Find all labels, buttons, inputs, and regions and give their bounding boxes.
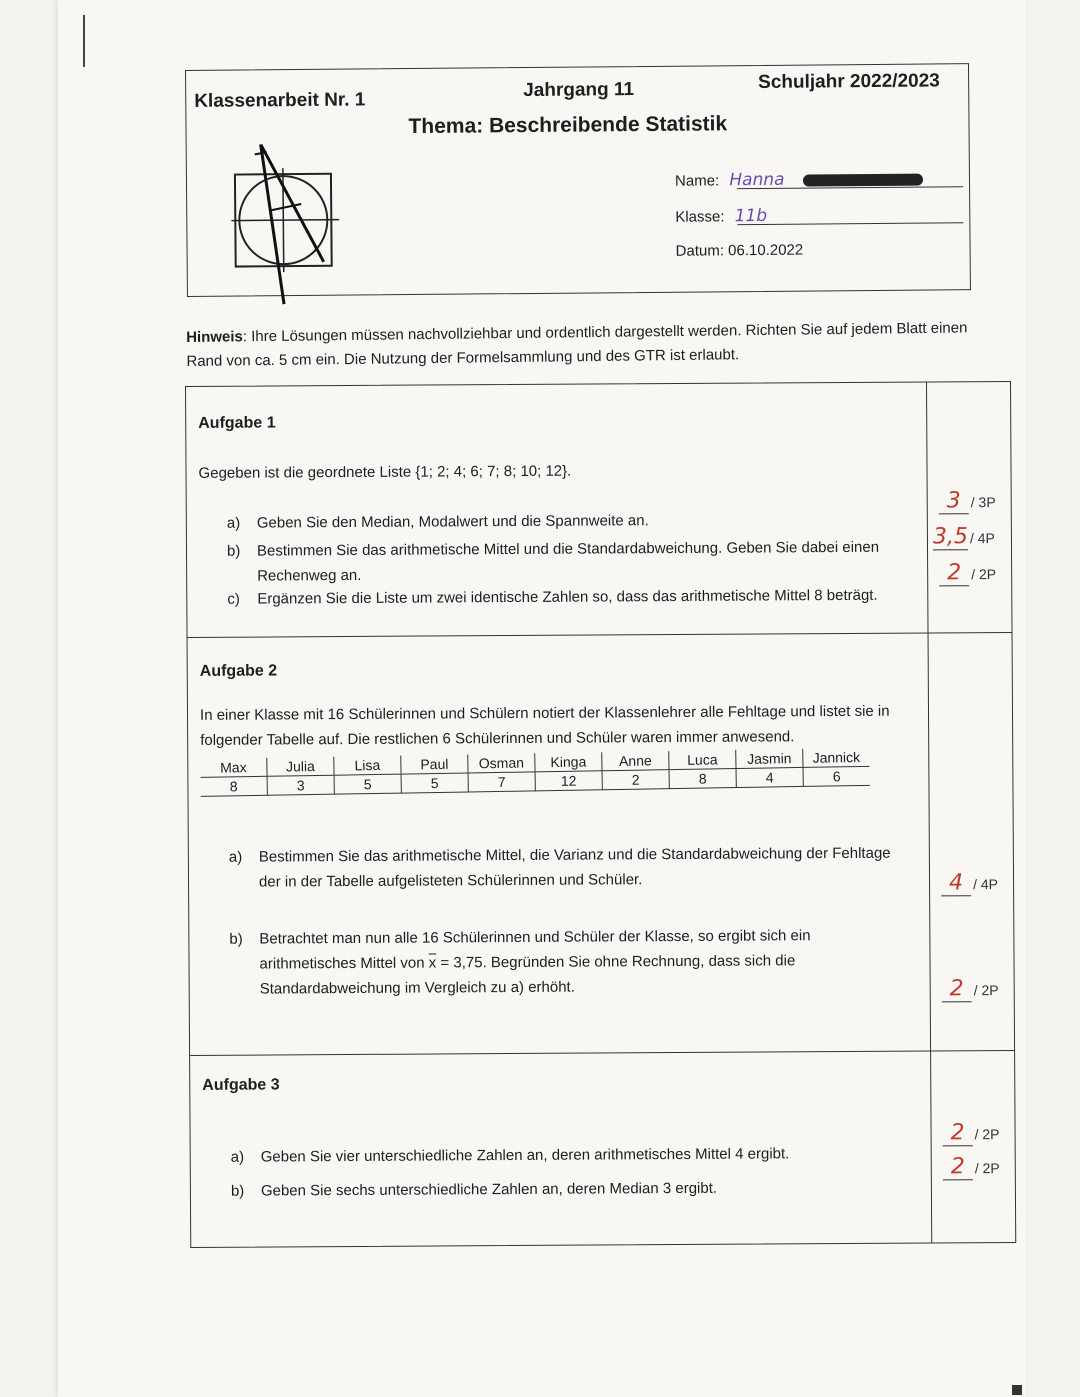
score-max: / 2P — [973, 982, 999, 999]
redaction-mark — [803, 174, 923, 187]
corner-mark — [1012, 1385, 1022, 1395]
item-text: Geben Sie den Median, Modalwert und die Spannweite an. — [256, 512, 649, 532]
table-cell: Paul — [401, 754, 468, 774]
task-divider-1 — [188, 632, 1012, 638]
name-label: Name: — [674, 172, 720, 190]
score-awarded: 3,5 — [932, 524, 969, 550]
hinweis-label: Hinweis — [186, 328, 243, 346]
table-cell: Jannick — [803, 748, 870, 768]
table-cell: 7 — [468, 772, 535, 792]
score-3a — [943, 1120, 1000, 1146]
name-value: Hanna — [729, 169, 785, 191]
class-line — [737, 222, 963, 225]
score-2b — [942, 976, 999, 1002]
fehltage-table — [200, 748, 870, 797]
score-3b — [943, 1154, 1000, 1180]
score-max: / 2P — [974, 1126, 1000, 1143]
compass-icon — [231, 144, 340, 307]
aufgabe1-item-c — [227, 583, 907, 612]
aufgabe1-intro: Gegeben ist die geordnete Liste {1; 2; 4; 6; 7; 8; 10; 12}. — [198, 462, 572, 482]
item-letter: a) — [226, 514, 241, 532]
class-row — [675, 206, 767, 227]
item-letter: a) — [228, 848, 243, 866]
table-cell: 12 — [535, 771, 602, 791]
score-awarded: 2 — [943, 1120, 973, 1146]
hinweis-note — [186, 316, 987, 374]
score-max: / 4P — [969, 530, 995, 547]
name-row — [675, 169, 923, 191]
table-cell: Jasmin — [736, 749, 803, 769]
item-text-part: = 3,75. Begründen Sie ohne Rechnung, dass sich die Standardabweichung im Vergleich zu a) erhöht. — [259, 952, 796, 998]
grade-label: Jahrgang 11 — [523, 79, 635, 102]
aufgabe2-item-a — [229, 841, 909, 895]
edge-mark — [83, 15, 85, 67]
table-cell: Luca — [669, 750, 736, 770]
table-cell: Anne — [602, 751, 669, 771]
item-text: Bestimmen Sie das arithmetische Mittel, die Varianz und die Standardabweichung der Fehltage der in der Tabelle aufgelisteten Schülerinnen und Schüler. — [258, 844, 891, 891]
item-text-part: Betrachtet man nun alle 16 Schülerinnen und Schüler der Klasse, so ergibt sich ein arithmetisches Mittel von — [259, 927, 811, 973]
score-1c — [939, 560, 996, 586]
hinweis-text: : Ihre Lösungen müssen nachvollziehbar und ordentlich dargestellt werden. Richten Sie auf jedem Blatt einen Rand von ca. 5 cm ein. Die Nutzung der Formelsammlung und des GTR ist erlaubt. — [186, 319, 968, 370]
score-awarded: 2 — [939, 560, 969, 586]
aufgabe1-item-b — [227, 535, 907, 589]
table-cell: 6 — [803, 766, 870, 786]
exam-title: Klassenarbeit Nr. 1 — [194, 89, 366, 112]
item-letter: b) — [229, 930, 243, 948]
item-text: Geben Sie vier unterschiedliche Zahlen an, deren arithmetisches Mittel 4 ergibt. — [260, 1145, 790, 1166]
item-letter: b) — [230, 1182, 245, 1200]
item-letter: a) — [230, 1148, 245, 1166]
score-column-divider — [926, 382, 932, 1242]
table-cell: 8 — [669, 769, 736, 789]
header-box — [185, 63, 971, 297]
school-year: Schuljahr 2022/2023 — [758, 70, 940, 93]
item-letter: b) — [226, 542, 241, 560]
class-label: Klasse: — [675, 208, 725, 226]
aufgabe3-item-a — [231, 1141, 911, 1170]
table-cell: 4 — [736, 767, 803, 787]
score-max: / 2P — [974, 1160, 1000, 1177]
aufgabe3-item-b — [231, 1175, 911, 1204]
table-cell: 5 — [334, 774, 401, 794]
score-awarded: 3 — [939, 488, 969, 514]
aufgabe2-item-b — [229, 923, 909, 1002]
score-awarded: 2 — [943, 1154, 973, 1180]
table-cell: Lisa — [334, 756, 401, 776]
score-max: / 4P — [973, 876, 999, 893]
aufgabe1-item-a — [227, 507, 907, 536]
score-awarded: 2 — [942, 976, 972, 1002]
score-max: / 2P — [971, 566, 997, 583]
table-cell: 5 — [401, 773, 468, 793]
score-max: / 3P — [970, 494, 996, 511]
aufgabe1-title: Aufgabe 1 — [198, 414, 276, 432]
table-cell: Julia — [267, 757, 334, 777]
item-text: Bestimmen Sie das arithmetische Mittel und die Standardabweichung. Geben Sie dabei einen Rechenweg an. — [256, 538, 880, 585]
date-value: 06.10.2022 — [728, 241, 804, 260]
date-label: Datum: — [675, 242, 725, 260]
table-cell: Osman — [468, 753, 535, 773]
item-text: Ergänzen Sie die Liste um zwei identische Zahlen so, dass das arithmetische Mittel 8 beträgt. — [257, 586, 878, 608]
item-text: Geben Sie sechs unterschiedliche Zahlen an, deren Median 3 ergibt. — [260, 1179, 718, 1200]
class-value: 11b — [734, 205, 768, 227]
score-1a — [939, 488, 996, 514]
table-cell: 3 — [267, 775, 334, 795]
tasks-box — [185, 381, 1016, 1248]
table-cell: 2 — [602, 770, 669, 790]
aufgabe2-intro: In einer Klasse mit 16 Schülerinnen und Schülern notiert der Klassenlehrer alle Fehltage und listet sie in folgender Tabelle auf. Die restlichen 6 Schülerinnen und Schüler waren immer anwesend. — [199, 702, 890, 749]
xbar-symbol: $\overline{x}$ — [428, 954, 437, 972]
table-cell: Kinga — [535, 752, 602, 772]
score-1b — [933, 524, 995, 550]
topic-title: Thema: Beschreibende Statistik — [408, 112, 728, 139]
item-text — [259, 923, 909, 1002]
table-cell: 8 — [201, 776, 268, 796]
item-letter: c) — [227, 590, 240, 608]
aufgabe3-title: Aufgabe 3 — [202, 1076, 280, 1094]
task-divider-2 — [190, 1050, 1014, 1056]
score-awarded: 4 — [941, 870, 971, 896]
table-cell: Max — [200, 758, 267, 778]
aufgabe2-title: Aufgabe 2 — [199, 662, 278, 680]
score-2a — [941, 870, 998, 896]
date-row — [676, 242, 804, 260]
